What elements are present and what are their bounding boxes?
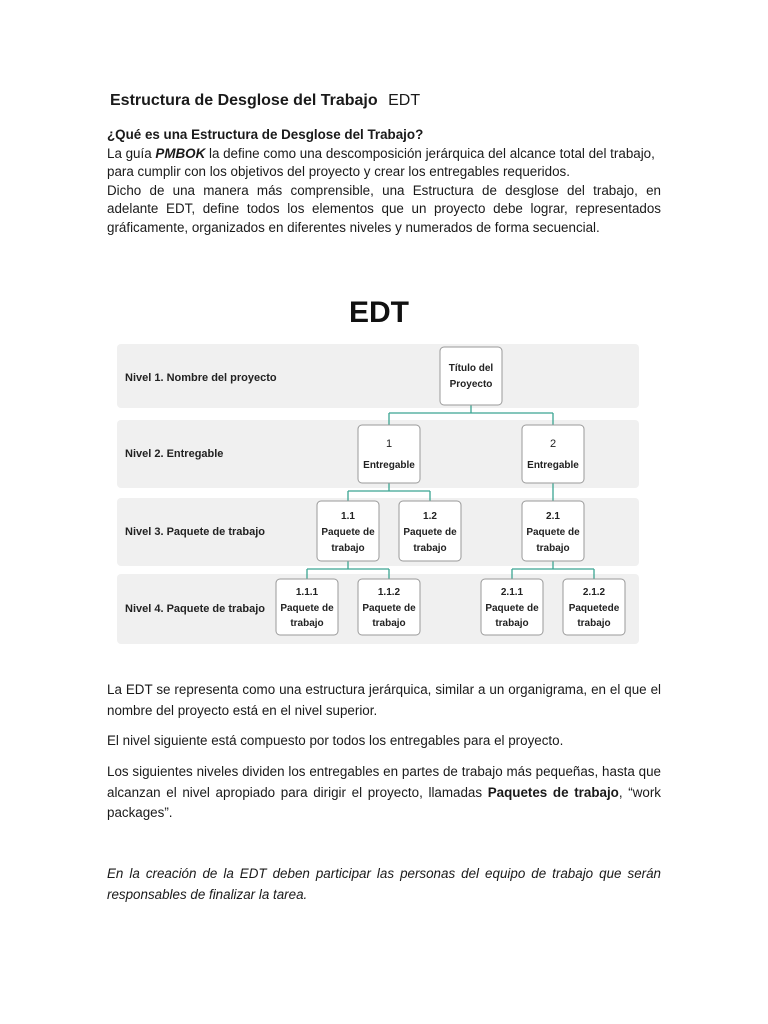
body-paragraph-3-pre: Los siguientes niveles dividen los entregables en partes de trabajo más pequeñas, hasta que alcanzan el nivel apropiado para dirigir el proyecto, llamadas [107,764,661,800]
paquetes-term: Paquetes de trabajo [487,784,619,800]
node-2-1 [522,501,584,561]
node-id: 2.1.1 [500,587,524,598]
node-line-1: Paquete de [485,603,539,614]
document-title-suffix: EDT [388,92,421,109]
node-line-2: trabajo [290,618,324,629]
level-label-3: Nivel 3. Paquete de trabajo [125,526,265,538]
node-root [440,347,502,405]
node-line-1: Paquete de [321,527,375,538]
level-label-2: Nivel 2. Entregable [125,448,224,460]
node-1-1-2 [358,579,420,635]
node-line-2: trabajo [495,618,529,629]
node-2-1-2 [563,579,625,635]
node-entregable-1 [358,425,420,483]
node-box [440,347,502,405]
node-line-1: Paquete de [526,527,580,538]
intro-section [107,126,661,237]
node-id: 1.1 [341,511,355,522]
level-label-4: Nivel 4. Paquete de trabajo [125,603,265,615]
node-line-2: trabajo [577,618,611,629]
intro-question: ¿Qué es una Estructura de Desglose del Trabajo? [107,127,424,142]
node-id: 2.1 [546,511,560,522]
document-title [110,92,420,110]
node-1-1 [317,501,379,561]
node-entregable-2 [522,425,584,483]
node-line-1: Paquete de [403,527,457,538]
node-id: 1 [385,438,393,450]
node-label: Entregable [527,460,579,471]
body-paragraph-4: En la creación de la EDT deben participar las personas del equipo de trabajo que serán responsables de finalizar la tarea. [107,866,661,902]
node-line-2: trabajo [331,543,365,554]
node-line-2: trabajo [413,543,447,554]
node-line-1: Paquete de [362,603,416,614]
body-paragraph-3 [107,762,661,824]
pmbok-term: PMBOK [155,145,206,161]
node-1-1-1 [276,579,338,635]
node-id: 1.1.1 [295,587,319,598]
diagram-title: EDT [349,296,409,329]
node-line-1: Paquete de [280,603,334,614]
node-label: Entregable [363,460,415,471]
intro-text-post: la define como una descomposición jerárquica del alcance total del trabajo, para cumplir con los objetivos del proyecto y crear los entregables requeridos. [107,145,655,179]
node-box [358,425,420,483]
node-id: 2.1.2 [582,587,606,598]
body-paragraph-3-post: , “work packages”. [107,784,661,820]
node-line-1: Paquetede [568,603,620,614]
node-id: 2 [549,438,557,450]
node-line-2: trabajo [372,618,406,629]
node-id: 1.1.2 [377,587,401,598]
document-title-text: Estructura de Desglose del Trabajo [110,92,378,109]
node-1-2 [399,501,461,561]
node-2-1-1 [481,579,543,635]
intro-paragraph-2: Dicho de una manera más comprensible, una Estructura de desglose del trabajo, en adelante EDT, define todos los elementos que un proyecto debe lograr, representados gráficamente, organizados en diferentes niveles y numerados de forma secuencial. [107,182,661,235]
intro-text-pre: La guía [107,145,156,161]
node-root-line-2: Proyecto [449,379,493,390]
node-id: 1.2 [423,511,437,522]
node-line-2: trabajo [536,543,570,554]
edt-diagram [107,265,655,665]
level-label-1: Nivel 1. Nombre del proyecto [125,372,277,384]
edt-diagram-svg [107,265,655,665]
node-box [522,425,584,483]
body-paragraph-1: La EDT se representa como una estructura jerárquica, similar a un organigrama, en el que el nombre del proyecto está en el nivel superior. [107,682,661,718]
intro-paragraph-1 [107,145,661,182]
node-root-line-1: Título del [448,363,494,374]
body-paragraph-2: El nivel siguiente está compuesto por todos los entregables para el proyecto. [107,733,564,748]
